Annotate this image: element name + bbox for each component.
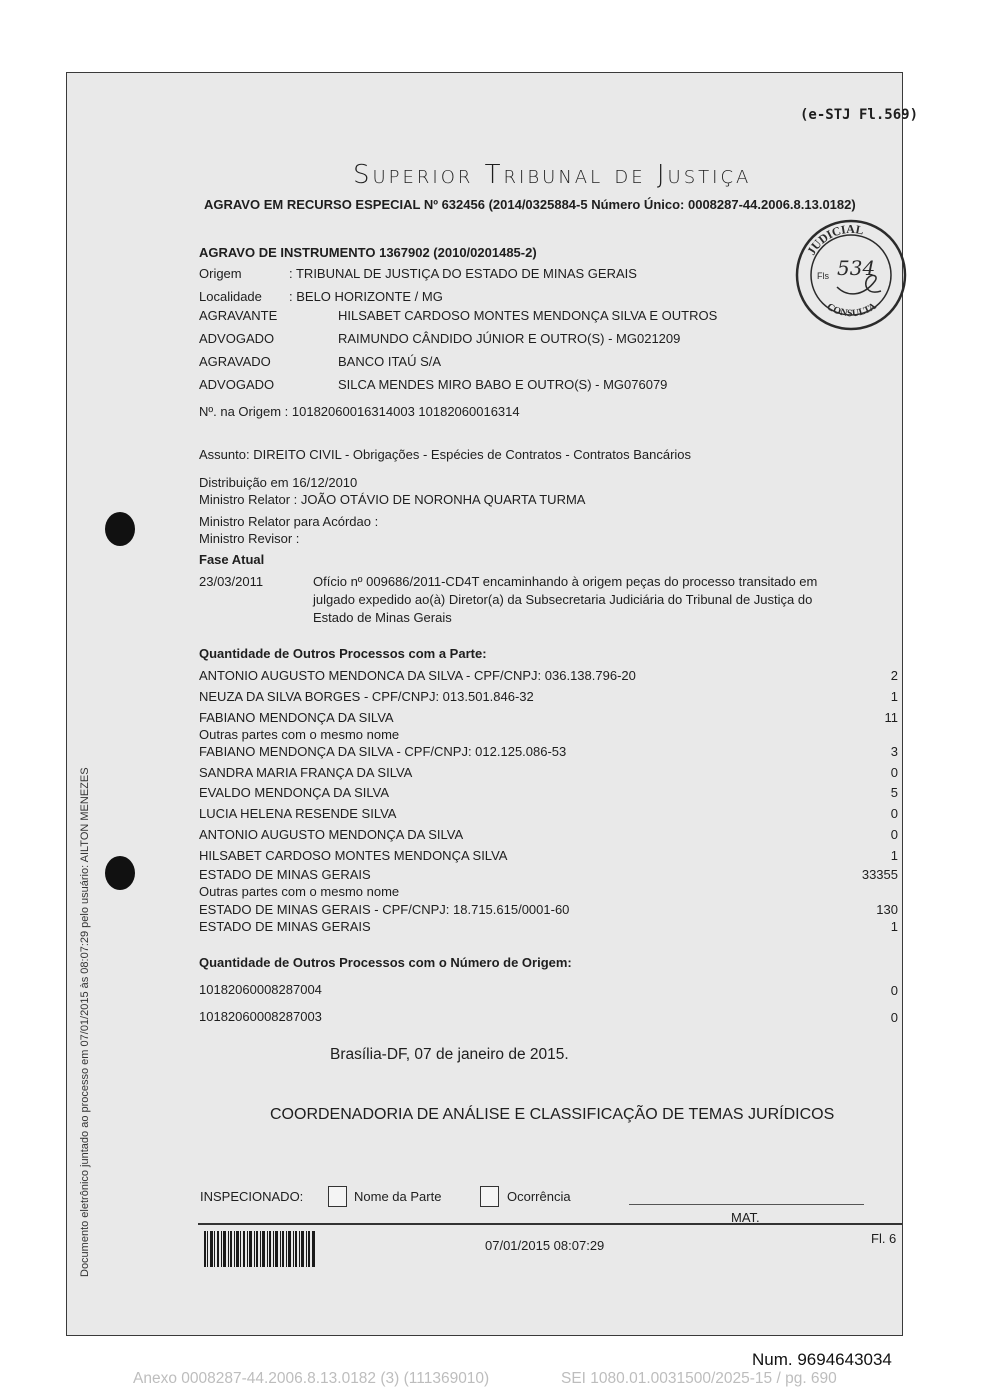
footer-divider (198, 1223, 902, 1225)
fase-atual-label: Fase Atual (199, 552, 265, 567)
parte-row-count: 1 (890, 919, 898, 934)
parte-row-name: FABIANO MENDONÇA DA SILVA - CPF/CNPJ: 012.125.086-53 (199, 744, 567, 759)
parte-row-name: NEUZA DA SILVA BORGES - CPF/CNPJ: 013.501.846-32 (199, 689, 534, 704)
estj-folio: (e-STJ Fl.569) (800, 107, 919, 123)
parte-row-name: ESTADO DE MINAS GERAIS - CPF/CNPJ: 18.715.615/0001-60 (199, 902, 570, 917)
svg-text:JUDICIAL (804, 222, 865, 257)
ministro-relator: Ministro Relator : JOÃO OTÁVIO DE NORONHA QUARTA TURMA (199, 492, 586, 507)
nome-da-parte-label: Nome da Parte (354, 1189, 442, 1204)
punch-hole-bottom (105, 856, 135, 890)
parte-row-count: 2 (890, 668, 898, 683)
parte-row-name: ANTONIO AUGUSTO MENDONCA DA SILVA - CPF/CNPJ: 036.138.796-20 (199, 668, 636, 683)
parte-row-count: 0 (890, 765, 898, 780)
scanned-page (66, 72, 919, 1336)
sei-watermark: SEI 1080.01.0031500/2025-15 / pg. 690 (561, 1370, 837, 1387)
parte-row-count: 11 (884, 710, 898, 725)
case-row-agravado-label: AGRAVADO (199, 354, 271, 369)
parte-row-name: FABIANO MENDONÇA DA SILVA (199, 710, 394, 725)
parte-row-note: Outras partes com o mesmo nome (199, 727, 400, 742)
coordenadoria: COORDENADORIA DE ANÁLISE E CLASSIFICAÇÃO DE TEMAS JURÍDICOS (270, 1106, 835, 1123)
parte-row-name: ESTADO DE MINAS GERAIS (199, 867, 371, 882)
parte-row-count: 0 (890, 827, 898, 842)
nome-da-parte-checkbox[interactable] (328, 1186, 347, 1207)
stamp-text-bottom: CONSULTA (824, 300, 879, 320)
parte-row-count: 1 (890, 689, 898, 704)
parte-row-count: 0 (890, 806, 898, 821)
svg-text:CONSULTA (825, 300, 879, 319)
fase-text-line2: julgado expedido ao(à) Diretor(a) da Subsecretaria Judiciária do Tribunal de Justiça do (313, 592, 813, 607)
origem-row-num: 10182060008287003 (199, 1009, 322, 1024)
origem-heading: Quantidade de Outros Processos com o Número de Origem: (199, 955, 572, 970)
origem-row-count: 0 (890, 983, 898, 998)
parte-row-name: ANTONIO AUGUSTO MENDONÇA DA SILVA (199, 827, 464, 842)
ministro-relator-acordao: Ministro Relator para Acórdao : (199, 514, 379, 529)
case-row-origem-value: : TRIBUNAL DE JUSTIÇA DO ESTADO DE MINAS GERAIS (289, 266, 637, 281)
mat-label: MAT. (731, 1210, 760, 1225)
parte-row-name: LUCIA HELENA RESENDE SILVA (199, 806, 397, 821)
stamp-number: 534 (837, 256, 876, 280)
court-stamp (789, 213, 914, 338)
ocorrencia-label: Ocorrência (507, 1189, 571, 1204)
document-number: Num. 9694643034 (752, 1350, 892, 1369)
court-name-text: Superior Tribunal de Justiça (353, 160, 752, 190)
anexo-watermark: Anexo 0008287-44.2006.8.13.0182 (3) (111369010) (133, 1370, 490, 1387)
parte-row-name: EVALDO MENDONÇA DA SILVA (199, 785, 389, 800)
ministro-revisor: Ministro Revisor : (199, 531, 300, 546)
case-row-origem-label: Origem (199, 266, 242, 281)
barcode (204, 1231, 316, 1267)
case-row-localidade-label: Localidade (199, 289, 262, 304)
punch-hole-top (105, 512, 135, 546)
parte-row-count: 1 (890, 848, 898, 863)
parte-row-name: ESTADO DE MINAS GERAIS (199, 919, 371, 934)
case-heading: AGRAVO DE INSTRUMENTO 1367902 (2010/0201485-2) (199, 245, 537, 260)
fase-text-line1: Ofício nº 009686/2011-CD4T encaminhando à origem peças do processo transitado em (313, 574, 818, 589)
parte-row-note: Outras partes com o mesmo nome (199, 884, 400, 899)
case-row-advogado2-label: ADVOGADO (199, 377, 275, 392)
parte-row-count: 33355 (861, 867, 898, 882)
parte-row-name: HILSABET CARDOSO MONTES MENDONÇA SILVA (199, 848, 508, 863)
origem-row-num: 10182060008287004 (199, 982, 322, 997)
fase-text-line3: Estado de Minas Gerais (313, 610, 452, 625)
stamp-fl: Fls (817, 271, 829, 281)
origem-row-count: 0 (890, 1010, 898, 1025)
case-row-advogado1-value: RAIMUNDO CÂNDIDO JÚNIOR E OUTRO(S) - MG021209 (338, 331, 681, 346)
signature-line (629, 1204, 864, 1205)
origem-number: Nº. na Origem : 10182060016314003 10182060016314 (199, 404, 520, 419)
ocorrencia-checkbox[interactable] (480, 1186, 499, 1207)
side-note: Documento eletrônico juntado ao processo em 07/01/2015 às 08:07:29 pelo usuário: AILTON MENEZES (79, 767, 91, 1277)
case-row-agravado-value: BANCO ITAÚ S/A (338, 354, 442, 369)
parte-row-count: 5 (890, 785, 898, 800)
case-row-advogado1-label: ADVOGADO (199, 331, 275, 346)
parte-row-count: 3 (890, 744, 898, 759)
court-name (353, 157, 751, 191)
assunto: Assunto: DIREITO CIVIL - Obrigações - Espécies de Contratos - Contratos Bancários (199, 447, 692, 462)
case-row-agravante-label: AGRAVANTE (199, 308, 278, 323)
place-date: Brasília-DF, 07 de janeiro de 2015. (330, 1046, 569, 1063)
distribuicao: Distribuição em 16/12/2010 (199, 475, 358, 490)
footer-timestamp: 07/01/2015 08:07:29 (485, 1238, 605, 1253)
document-title: AGRAVO EM RECURSO ESPECIAL Nº 632456 (2014/0325884-5 Número Único: 0008287-44.2006.8.13.0182) (204, 197, 856, 212)
parte-row-count: 130 (876, 902, 898, 917)
parte-row-name: SANDRA MARIA FRANÇA DA SILVA (199, 765, 413, 780)
case-row-agravante-value: HILSABET CARDOSO MONTES MENDONÇA SILVA E OUTROS (338, 308, 718, 323)
case-row-localidade-value: : BELO HORIZONTE / MG (289, 289, 443, 304)
fase-date: 23/03/2011 (199, 574, 264, 589)
partes-heading: Quantidade de Outros Processos com a Parte: (199, 646, 487, 661)
case-row-advogado2-value: SILCA MENDES MIRO BABO E OUTRO(S) - MG076079 (338, 377, 668, 392)
footer-folio: Fl. 6 (871, 1231, 897, 1246)
inspecionado-label: INSPECIONADO: (200, 1189, 304, 1204)
stamp-text-top: JUDICIAL (804, 221, 865, 258)
